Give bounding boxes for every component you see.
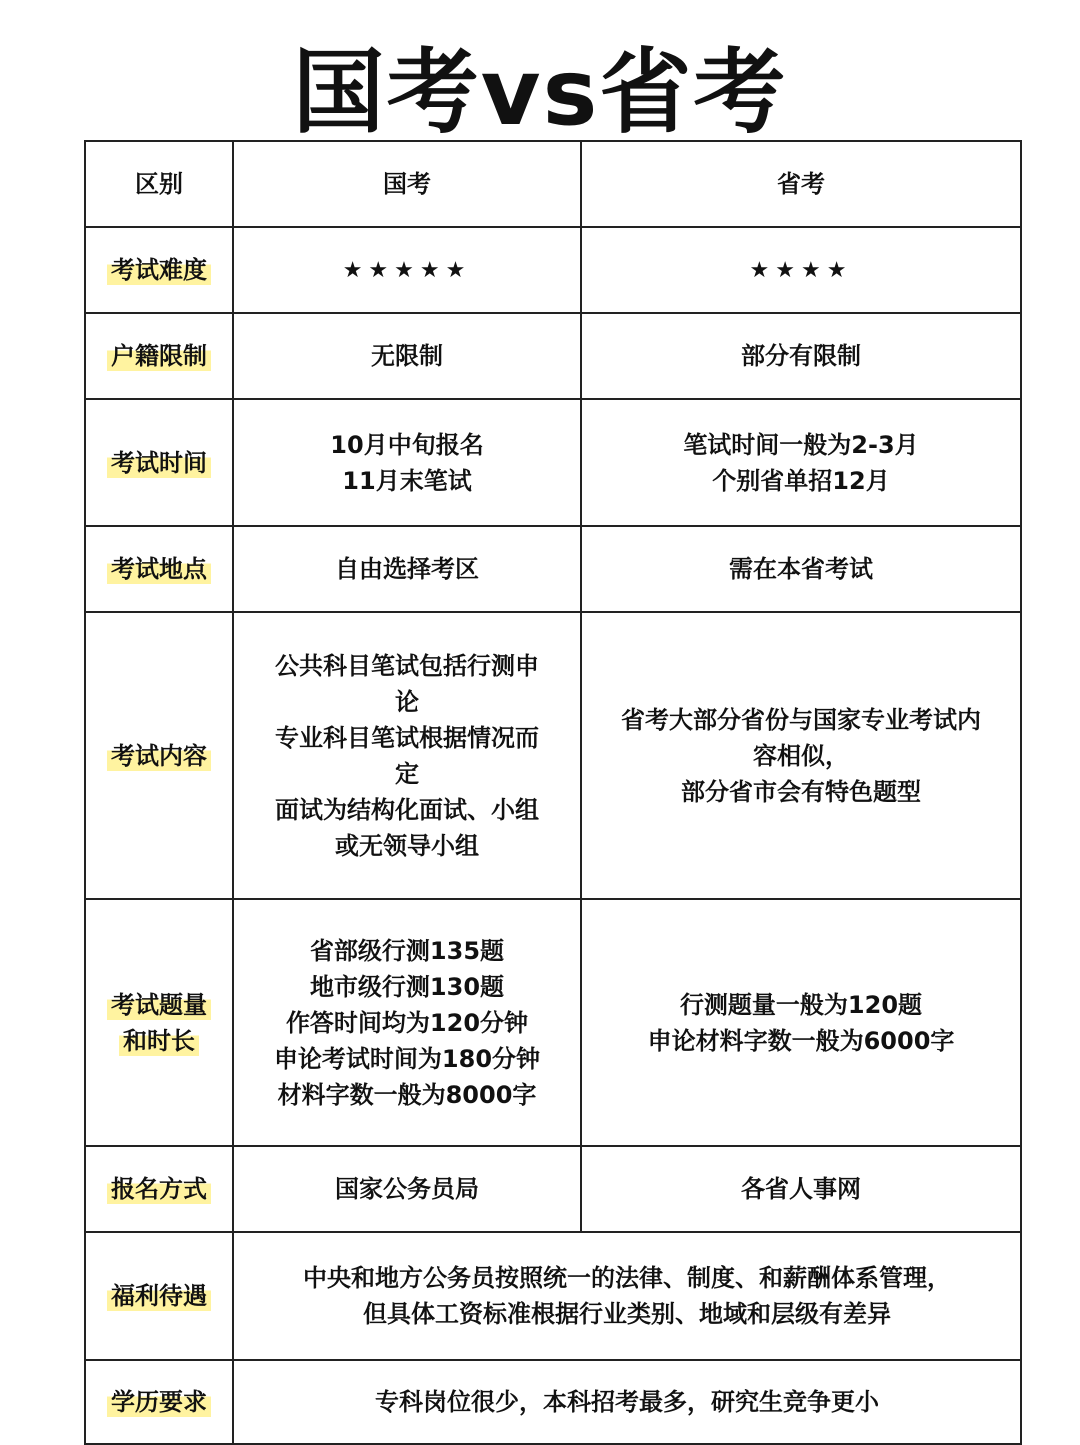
- content-guokao-line: 论: [395, 687, 419, 716]
- table-header-row: [85, 141, 1021, 227]
- row-label-difficulty: 考试难度: [107, 252, 211, 288]
- content-guokao-line: 定: [395, 759, 419, 788]
- header-label: 区别: [135, 170, 183, 198]
- exam-time-guokao-line: 11月末笔试: [342, 466, 472, 495]
- row-label-cell: [85, 399, 233, 526]
- header-col2-cell: [581, 141, 1021, 227]
- row-label-registration: 报名方式: [107, 1171, 211, 1207]
- row-label-household: 户籍限制: [107, 338, 211, 374]
- welfare-line: 中央和地方公务员按照统一的法律、制度、和薪酬体系管理，: [303, 1264, 951, 1292]
- location-shengkao: 需在本省考试: [729, 555, 873, 583]
- row-label-cell: [85, 1146, 233, 1232]
- row-label-cell: [85, 526, 233, 612]
- table-row-location: [85, 526, 1021, 612]
- table-row-difficulty: [85, 227, 1021, 313]
- row-col1-cell: [233, 313, 581, 399]
- table-row-content: [85, 612, 1021, 899]
- row-label-welfare: 福利待遇: [107, 1278, 211, 1314]
- content-shengkao-line: 容相似，: [753, 741, 849, 770]
- row-col2-cell: [581, 313, 1021, 399]
- quantity-guokao-line: 省部级行测135题: [309, 936, 505, 965]
- quantity-guokao-line: 地市级行测130题: [309, 972, 505, 1001]
- row-label-cell: [85, 313, 233, 399]
- header-label-cell: [85, 141, 233, 227]
- header-col2: 省考: [777, 170, 825, 198]
- content-guokao-line: 专业科目笔试根据情况而: [275, 723, 539, 752]
- quantity-guokao-line: 材料字数一般为8000字: [277, 1080, 537, 1109]
- header-col1: 国考: [383, 170, 431, 198]
- row-label-education: 学历要求: [107, 1384, 211, 1420]
- row-col2-cell: [581, 612, 1021, 899]
- row-merged-cell: [233, 1360, 1021, 1444]
- row-label-cell: [85, 612, 233, 899]
- row-label-content: 考试内容: [107, 738, 211, 774]
- header-col1-cell: [233, 141, 581, 227]
- table-row-education: [85, 1360, 1021, 1444]
- row-merged-cell: [233, 1232, 1021, 1360]
- row-col1-cell: [233, 399, 581, 526]
- exam-time-shengkao-line: 笔试时间一般为2-3月: [683, 430, 919, 459]
- table-row-household: [85, 313, 1021, 399]
- exam-time-shengkao-line: 个别省单招12月: [712, 466, 890, 495]
- row-label-cell: [85, 227, 233, 313]
- table-row-exam-time: [85, 399, 1021, 526]
- registration-guokao: 国家公务员局: [335, 1175, 479, 1203]
- row-col1-cell: [233, 227, 581, 313]
- row-col2-cell: [581, 899, 1021, 1146]
- row-col2-cell: [581, 399, 1021, 526]
- row-col2-cell: [581, 526, 1021, 612]
- table-row-registration: [85, 1146, 1021, 1232]
- quantity-shengkao-line: 行测题量一般为120题: [679, 990, 923, 1019]
- education-text: 专科岗位很少，本科招考最多，研究生竞争更小: [375, 1388, 879, 1416]
- row-label-location: 考试地点: [107, 551, 211, 587]
- household-guokao: 无限制: [371, 342, 443, 370]
- difficulty-stars-guokao: ★★★★★: [342, 258, 472, 283]
- location-guokao: 自由选择考区: [335, 555, 479, 583]
- difficulty-stars-shengkao: ★★★★: [749, 258, 853, 283]
- row-col1-cell: [233, 1146, 581, 1232]
- row-label-cell: [85, 1232, 233, 1360]
- content-shengkao-line: 部分省市会有特色题型: [681, 777, 921, 806]
- quantity-guokao-line: 作答时间均为120分钟: [285, 1008, 529, 1037]
- content-guokao-line: 公共科目笔试包括行测申: [275, 651, 539, 680]
- table-row-quantity: [85, 899, 1021, 1146]
- comparison-table: [84, 140, 1022, 1445]
- quantity-shengkao-line: 申论材料字数一般为6000字: [647, 1026, 955, 1055]
- registration-shengkao: 各省人事网: [741, 1175, 861, 1203]
- row-col2-cell: [581, 227, 1021, 313]
- content-shengkao-line: 省考大部分省份与国家专业考试内: [621, 705, 981, 734]
- quantity-guokao-line: 申论考试时间为180分钟: [273, 1044, 541, 1073]
- row-label-exam-time: 考试时间: [107, 445, 211, 481]
- row-col1-cell: [233, 526, 581, 612]
- table-row-welfare: [85, 1232, 1021, 1360]
- row-label-quantity-line: 和时长: [119, 1023, 199, 1059]
- household-shengkao: 部分有限制: [741, 342, 861, 370]
- row-label-cell: [85, 899, 233, 1146]
- welfare-line: 但具体工资标准根据行业类别、地域和层级有差异: [363, 1300, 891, 1328]
- content-guokao-line: 面试为结构化面试、小组: [275, 795, 539, 824]
- exam-time-guokao-line: 10月中旬报名: [330, 430, 484, 459]
- content-guokao-line: 或无领导小组: [335, 831, 479, 860]
- row-col2-cell: [581, 1146, 1021, 1232]
- row-col1-cell: [233, 899, 581, 1146]
- row-col1-cell: [233, 612, 581, 899]
- row-label-quantity-line: 考试题量: [107, 987, 211, 1023]
- page-title: 国考vs省考: [292, 39, 788, 146]
- row-label-cell: [85, 1360, 233, 1444]
